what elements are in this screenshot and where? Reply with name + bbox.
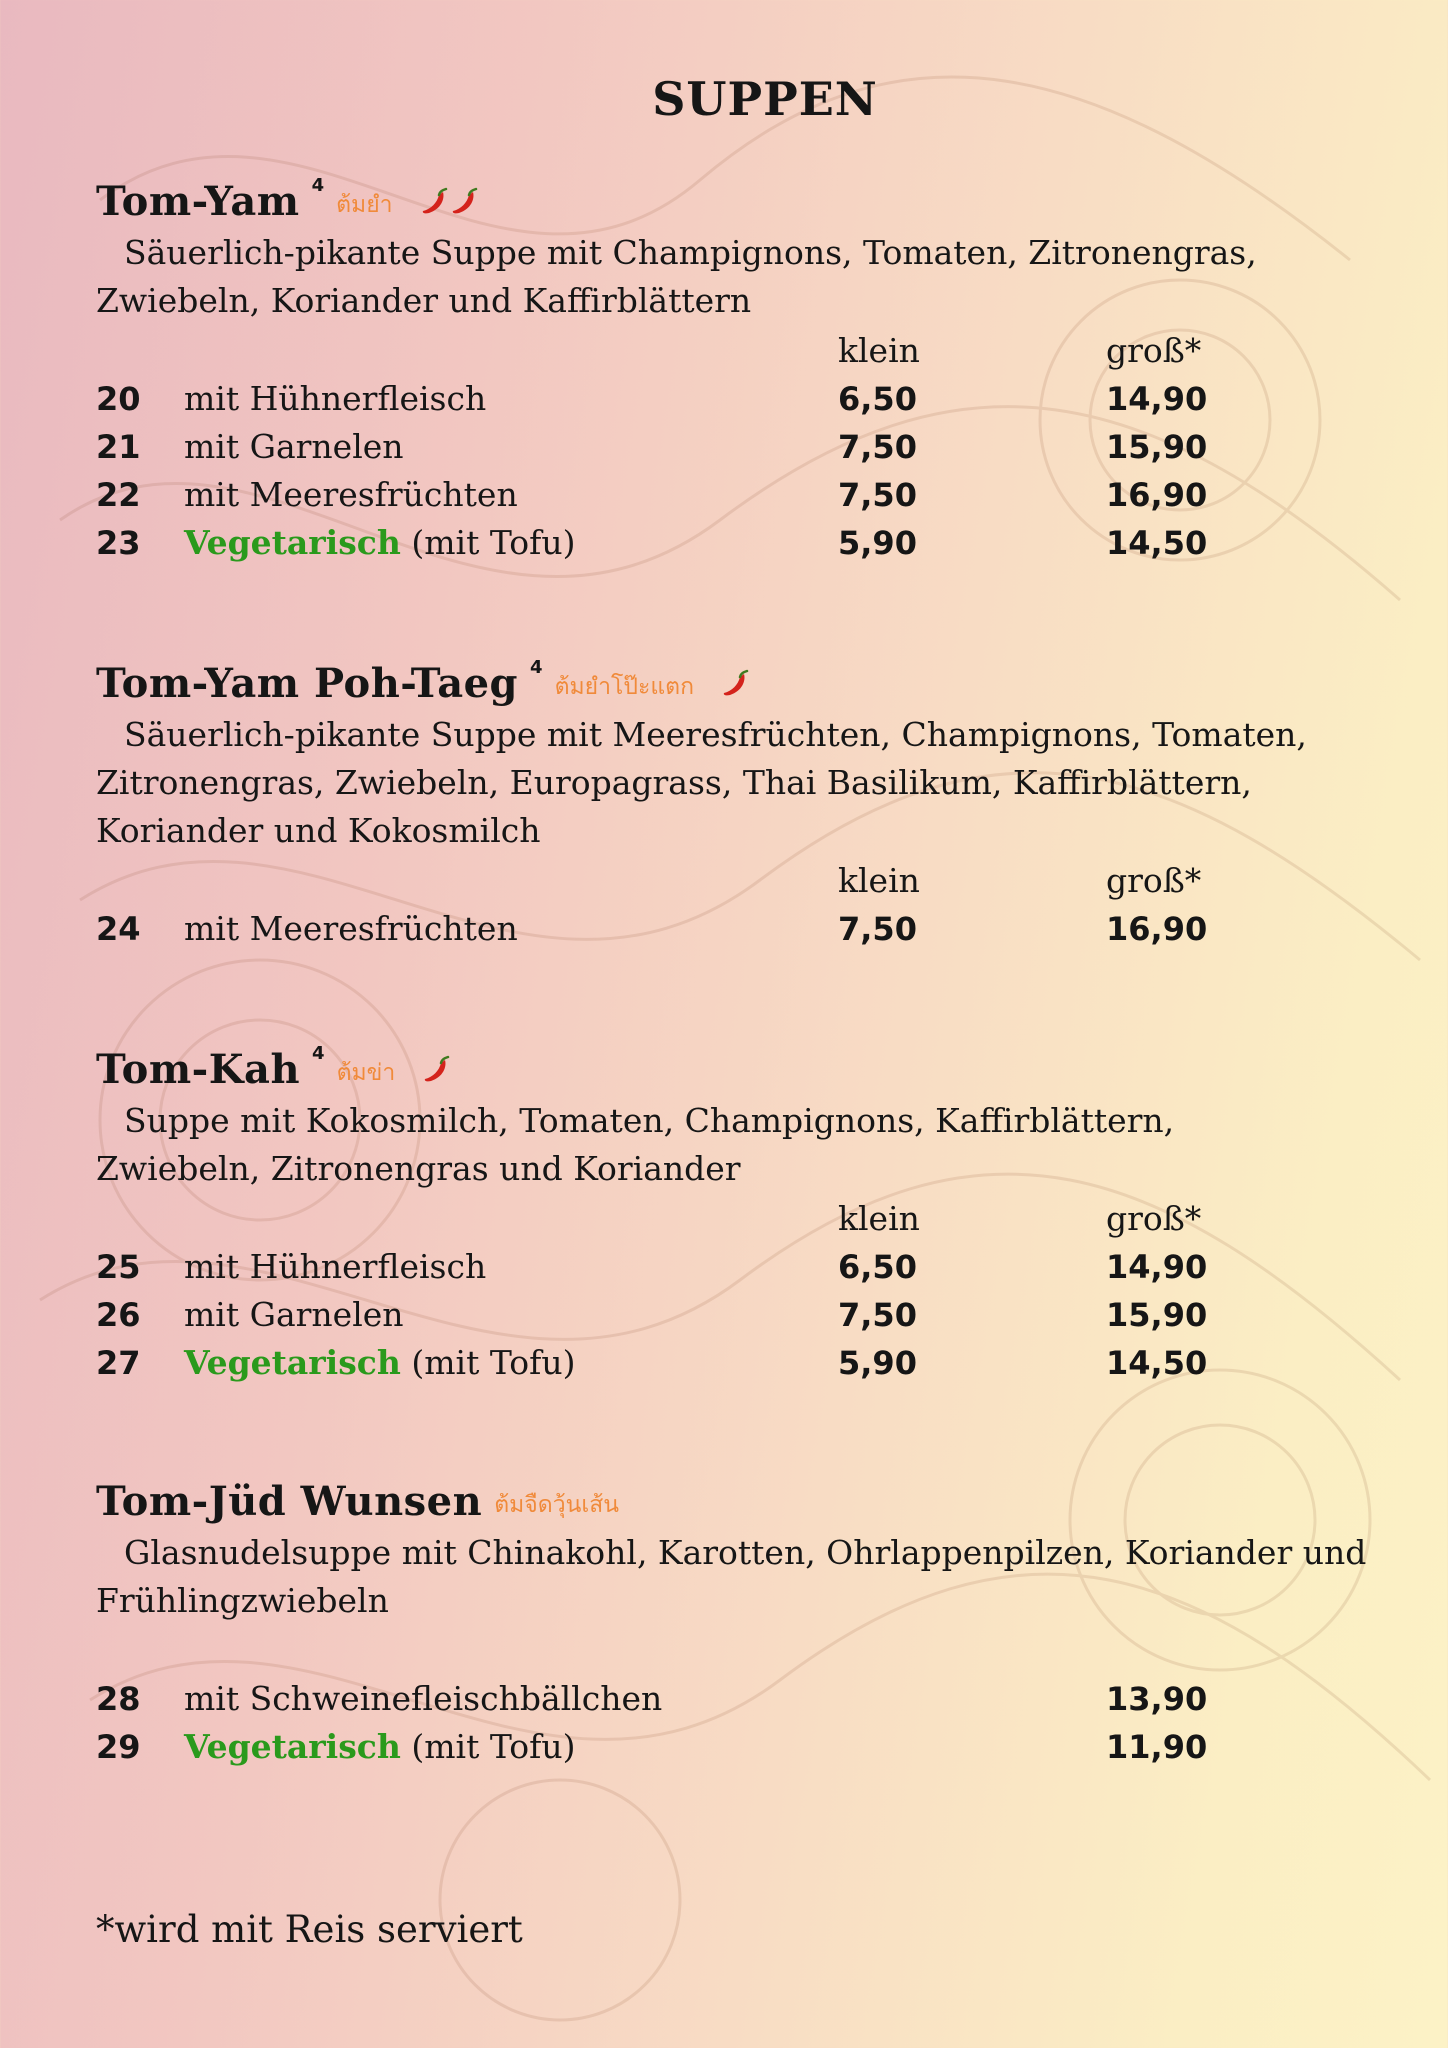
description-line: Zwiebeln, Koriander und Kaffirblättern bbox=[96, 281, 752, 320]
price-small: 5,90 bbox=[838, 1344, 917, 1382]
item-name-text: mit Hühnerfleisch bbox=[184, 379, 487, 418]
menu-item bbox=[96, 375, 1386, 423]
size-small-label: klein bbox=[838, 1199, 920, 1238]
thai-name: ต้มยำโป๊ะแตก bbox=[554, 674, 695, 700]
menu-item bbox=[96, 1723, 1386, 1771]
menu-item bbox=[96, 471, 1386, 519]
size-large-label: groß* bbox=[1106, 1199, 1202, 1238]
size-large-label: groß* bbox=[1106, 331, 1202, 370]
price-small: 7,50 bbox=[838, 428, 917, 466]
menu-item bbox=[96, 423, 1386, 471]
item-note: (mit Tofu) bbox=[411, 523, 576, 562]
thai-name: ต้มยำ bbox=[336, 192, 393, 218]
menu-section bbox=[96, 1042, 1386, 1382]
price-large: 14,50 bbox=[1106, 524, 1208, 562]
item-name bbox=[184, 519, 576, 567]
item-number: 27 bbox=[96, 1344, 141, 1382]
item-number: 20 bbox=[96, 380, 141, 418]
chili-icon bbox=[421, 1055, 451, 1085]
item-number: 29 bbox=[96, 1728, 141, 1766]
price-small: 7,50 bbox=[838, 476, 917, 514]
section-header bbox=[96, 657, 1386, 709]
item-name-text: mit Meeresfrüchten bbox=[184, 909, 518, 948]
price-large: 15,90 bbox=[1106, 1296, 1208, 1334]
item-name bbox=[184, 375, 486, 423]
size-header-row bbox=[96, 327, 1386, 375]
section-header bbox=[96, 175, 1386, 227]
price-large: 15,90 bbox=[1106, 428, 1208, 466]
item-name-text: mit Meeresfrüchten bbox=[184, 475, 518, 514]
price-large: 14,90 bbox=[1106, 1248, 1208, 1286]
size-large-label: groß* bbox=[1106, 861, 1202, 900]
section-description bbox=[96, 711, 1386, 855]
section-header bbox=[96, 1043, 1386, 1095]
spiciness-indicator bbox=[421, 1055, 451, 1089]
item-number: 21 bbox=[96, 428, 141, 466]
spiciness-indicator bbox=[720, 669, 750, 703]
allergen-note: 4 bbox=[530, 656, 543, 678]
item-number: 28 bbox=[96, 1680, 141, 1718]
price-large: 16,90 bbox=[1106, 910, 1208, 948]
menu-item bbox=[96, 1291, 1386, 1339]
spiciness-indicator bbox=[419, 187, 479, 221]
chili-icon bbox=[449, 187, 479, 217]
item-name-text: Vegetarisch bbox=[184, 1343, 401, 1382]
section-title: Tom-Kah bbox=[96, 1045, 301, 1093]
thai-name: ต้มจืดวุ้นเส้น bbox=[494, 1492, 619, 1518]
price-small: 5,90 bbox=[838, 524, 917, 562]
item-name bbox=[184, 905, 518, 953]
size-small-label: klein bbox=[838, 331, 920, 370]
item-name bbox=[184, 423, 404, 471]
section-description bbox=[96, 1529, 1386, 1625]
item-number: 22 bbox=[96, 476, 141, 514]
item-name-text: Vegetarisch bbox=[184, 1727, 401, 1766]
price-small: 6,50 bbox=[838, 380, 917, 418]
allergen-note: 4 bbox=[311, 174, 325, 196]
section-header bbox=[96, 1475, 1386, 1527]
menu-item bbox=[96, 905, 1386, 953]
chili-icon bbox=[720, 669, 750, 699]
description-line: Säuerlich-pikante Suppe mit Champignons, Tomaten, Zitronengras, bbox=[124, 233, 1257, 272]
item-name bbox=[184, 1339, 576, 1387]
price-large: 13,90 bbox=[1106, 1680, 1208, 1718]
page-title: SUPPEN bbox=[652, 72, 878, 126]
section-title: Tom-Yam Poh-Taeg bbox=[96, 659, 519, 707]
description-line: Säuerlich-pikante Suppe mit Meeresfrüchten, Champignons, Tomaten, bbox=[124, 715, 1307, 754]
description-line: Zitronengras, Zwiebeln, Europagrass, Thai Basilikum, Kaffirblättern, bbox=[96, 763, 1252, 802]
item-name bbox=[184, 1723, 576, 1771]
size-header-row bbox=[96, 1195, 1386, 1243]
price-small: 7,50 bbox=[838, 910, 917, 948]
menu-section bbox=[96, 1475, 1386, 1766]
menu-section bbox=[96, 174, 1386, 562]
item-number: 24 bbox=[96, 910, 141, 948]
item-number: 25 bbox=[96, 1248, 141, 1286]
description-line: Koriander und Kokosmilch bbox=[96, 811, 541, 850]
item-name-text: mit Garnelen bbox=[184, 1295, 404, 1334]
chili-icon bbox=[419, 187, 449, 217]
section-title: Tom-Jüd Wunsen bbox=[96, 1477, 483, 1525]
item-name bbox=[184, 471, 518, 519]
description-line: Frühlingzwiebeln bbox=[96, 1581, 389, 1620]
section-title: Tom-Yam bbox=[96, 177, 300, 225]
section-description bbox=[96, 1097, 1386, 1193]
menu-item bbox=[96, 1339, 1386, 1387]
description-line: Glasnudelsuppe mit Chinakohl, Karotten, Ohrlappenpilzen, Koriander und bbox=[124, 1533, 1367, 1572]
price-large: 14,90 bbox=[1106, 380, 1208, 418]
item-name-text: mit Garnelen bbox=[184, 427, 404, 466]
size-header-row bbox=[96, 857, 1386, 905]
size-small-label: klein bbox=[838, 861, 920, 900]
item-number: 23 bbox=[96, 524, 141, 562]
item-name-text: Vegetarisch bbox=[184, 523, 401, 562]
menu-item bbox=[96, 519, 1386, 567]
menu-section bbox=[96, 656, 1386, 948]
item-name bbox=[184, 1675, 662, 1723]
description-line: Zwiebeln, Zitronengras und Koriander bbox=[96, 1149, 741, 1188]
item-name bbox=[184, 1291, 404, 1339]
footnote: *wird mit Reis serviert bbox=[96, 1908, 523, 1951]
menu-item bbox=[96, 1675, 1386, 1723]
price-large: 14,50 bbox=[1106, 1344, 1208, 1382]
item-note: (mit Tofu) bbox=[411, 1727, 576, 1766]
item-name-text: mit Hühnerfleisch bbox=[184, 1247, 487, 1286]
price-small: 6,50 bbox=[838, 1248, 917, 1286]
price-large: 16,90 bbox=[1106, 476, 1208, 514]
description-line: Suppe mit Kokosmilch, Tomaten, Champignons, Kaffirblättern, bbox=[124, 1101, 1175, 1140]
item-name-text: mit Schweinefleischbällchen bbox=[184, 1679, 663, 1718]
item-number: 26 bbox=[96, 1296, 141, 1334]
item-name bbox=[184, 1243, 486, 1291]
thai-name: ต้มข่า bbox=[336, 1060, 396, 1086]
item-note: (mit Tofu) bbox=[411, 1343, 576, 1382]
menu-item bbox=[96, 1243, 1386, 1291]
allergen-note: 4 bbox=[312, 1042, 325, 1064]
price-small: 7,50 bbox=[838, 1296, 917, 1334]
price-large: 11,90 bbox=[1106, 1728, 1208, 1766]
section-description bbox=[96, 229, 1386, 325]
